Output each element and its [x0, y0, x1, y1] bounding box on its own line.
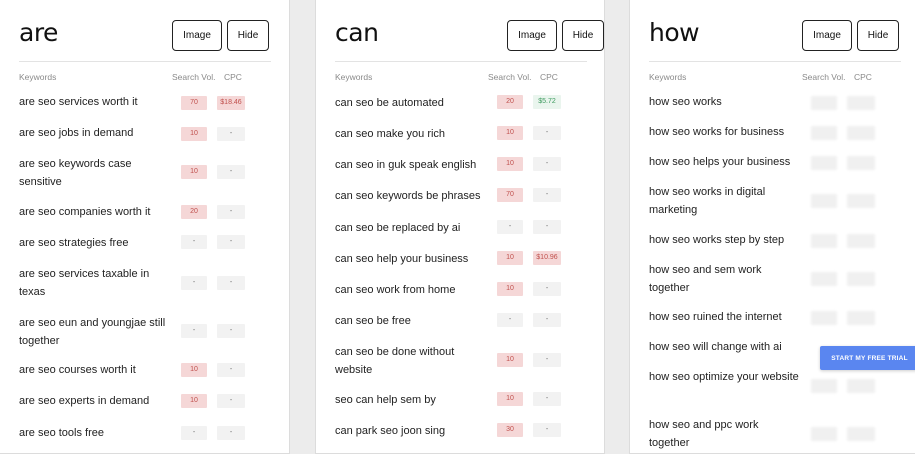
- search-volume-badge: 10: [181, 363, 207, 377]
- keyword-text[interactable]: can seo in guk speak english: [335, 159, 477, 171]
- column-header-keywords: Keywords: [335, 72, 373, 82]
- keyword-text[interactable]: can seo be free: [335, 315, 411, 327]
- search-volume-badge: -: [497, 313, 523, 327]
- cpc-badge: $5.72: [533, 95, 561, 109]
- cpc-badge-locked: [847, 156, 875, 170]
- keyword-text[interactable]: can seo help your business: [335, 253, 469, 265]
- search-volume-badge-locked: [811, 379, 837, 393]
- search-volume-badge: 10: [497, 282, 523, 296]
- keyword-text[interactable]: are seo keywords case sensitive: [19, 158, 132, 188]
- column-header-keywords: Keywords: [649, 72, 687, 82]
- card-title: can: [335, 18, 379, 47]
- keyword-text[interactable]: how seo will change with ai: [649, 341, 782, 353]
- keyword-text[interactable]: can park seo joon sing: [335, 425, 446, 437]
- keyword-text[interactable]: are seo services taxable in texas: [19, 268, 150, 298]
- search-volume-badge: -: [181, 235, 207, 249]
- cpc-badge: -: [533, 126, 561, 140]
- search-volume-badge: 10: [497, 392, 523, 406]
- hide-button[interactable]: Hide: [227, 20, 269, 51]
- keyword-text[interactable]: how seo works step by step: [649, 234, 785, 246]
- cpc-badge: -: [217, 235, 245, 249]
- search-volume-badge: -: [181, 426, 207, 440]
- keyword-text[interactable]: are seo services worth it: [19, 96, 138, 108]
- keyword-card-how: [629, 0, 915, 454]
- cpc-badge: -: [533, 188, 561, 202]
- search-volume-badge: 10: [497, 353, 523, 367]
- cpc-badge: -: [533, 282, 561, 296]
- cpc-badge: -: [217, 165, 245, 179]
- divider: [19, 61, 271, 62]
- cpc-badge: $10.96: [533, 251, 561, 265]
- keyword-text[interactable]: are seo eun and youngjae still together: [19, 317, 166, 347]
- column-header-search-volume: Search Vol.: [802, 72, 846, 82]
- hide-button[interactable]: Hide: [562, 20, 604, 51]
- cpc-badge: -: [533, 423, 561, 437]
- cpc-badge: -: [533, 313, 561, 327]
- keyword-text[interactable]: are seo tools free: [19, 427, 104, 439]
- keyword-text[interactable]: how seo and sem work together: [649, 264, 762, 294]
- cpc-badge: -: [533, 392, 561, 406]
- cpc-badge-locked: [847, 272, 875, 286]
- cpc-badge: -: [533, 157, 561, 171]
- keyword-text[interactable]: can seo be automated: [335, 97, 444, 109]
- cpc-badge-locked: [847, 126, 875, 140]
- search-volume-badge: 30: [497, 423, 523, 437]
- cpc-badge: -: [533, 353, 561, 367]
- keyword-text[interactable]: can seo make you rich: [335, 128, 446, 140]
- divider: [649, 61, 901, 62]
- column-header-cpc: CPC: [224, 72, 242, 82]
- keyword-text[interactable]: can seo be replaced by ai: [335, 222, 461, 234]
- cpc-badge-locked: [847, 96, 875, 110]
- cpc-badge: -: [217, 363, 245, 377]
- keyword-text[interactable]: can seo be done without website: [335, 346, 455, 376]
- column-header-keywords: Keywords: [19, 72, 57, 82]
- search-volume-badge: 10: [497, 126, 523, 140]
- cpc-badge: -: [217, 324, 245, 338]
- keyword-text[interactable]: are seo companies worth it: [19, 206, 151, 218]
- search-volume-badge: 70: [181, 96, 207, 110]
- image-button[interactable]: Image: [802, 20, 852, 51]
- keyword-text[interactable]: can seo keywords be phrases: [335, 190, 481, 202]
- search-volume-badge: 20: [181, 205, 207, 219]
- search-volume-badge-locked: [811, 96, 837, 110]
- keyword-text[interactable]: how seo works for business: [649, 126, 785, 138]
- column-header-cpc: CPC: [540, 72, 558, 82]
- image-button[interactable]: Image: [172, 20, 222, 51]
- cpc-badge: -: [217, 276, 245, 290]
- keyword-card-can: [315, 0, 605, 454]
- column-header-search-volume: Search Vol.: [488, 72, 532, 82]
- cpc-badge: -: [533, 220, 561, 234]
- keyword-text[interactable]: are seo jobs in demand: [19, 127, 134, 139]
- column-header-cpc: CPC: [854, 72, 872, 82]
- search-volume-badge-locked: [811, 194, 837, 208]
- search-volume-badge: 10: [497, 251, 523, 265]
- search-volume-badge-locked: [811, 234, 837, 248]
- cpc-badge: -: [217, 127, 245, 141]
- search-volume-badge-locked: [811, 427, 837, 441]
- cpc-badge-locked: [847, 427, 875, 441]
- card-title: how: [649, 18, 700, 47]
- search-volume-badge-locked: [811, 126, 837, 140]
- search-volume-badge: 20: [497, 95, 523, 109]
- keyword-text[interactable]: how seo optimize your website: [649, 371, 799, 383]
- hide-button[interactable]: Hide: [857, 20, 899, 51]
- cpc-badge-locked: [847, 379, 875, 393]
- card-title: are: [19, 18, 58, 47]
- keyword-card-are: [0, 0, 290, 454]
- search-volume-badge: 10: [181, 127, 207, 141]
- keyword-text[interactable]: how seo ruined the internet: [649, 311, 782, 323]
- image-button[interactable]: Image: [507, 20, 557, 51]
- search-volume-badge: -: [497, 220, 523, 234]
- cpc-badge: $18.46: [217, 96, 245, 110]
- search-volume-badge: 10: [497, 157, 523, 171]
- search-volume-badge: 10: [181, 165, 207, 179]
- cpc-badge: -: [217, 205, 245, 219]
- keyword-text[interactable]: are seo courses worth it: [19, 364, 136, 376]
- start-free-trial-button[interactable]: START MY FREE TRIAL: [820, 346, 915, 370]
- search-volume-badge: 70: [497, 188, 523, 202]
- search-volume-badge: -: [181, 276, 207, 290]
- cpc-badge-locked: [847, 234, 875, 248]
- cpc-badge: -: [217, 426, 245, 440]
- keyword-text[interactable]: can seo work from home: [335, 284, 456, 296]
- keyword-text[interactable]: are seo experts in demand: [19, 395, 150, 407]
- keyword-text[interactable]: how seo works in digital marketing: [649, 186, 766, 216]
- column-header-search-volume: Search Vol.: [172, 72, 216, 82]
- search-volume-badge-locked: [811, 156, 837, 170]
- cpc-badge-locked: [847, 311, 875, 325]
- keyword-text[interactable]: seo can help sem by: [335, 394, 436, 406]
- cpc-badge-locked: [847, 194, 875, 208]
- cpc-badge: -: [217, 394, 245, 408]
- search-volume-badge: 10: [181, 394, 207, 408]
- search-volume-badge-locked: [811, 272, 837, 286]
- keyword-text[interactable]: how seo helps your business: [649, 156, 791, 168]
- keyword-text[interactable]: are seo strategies free: [19, 237, 129, 249]
- search-volume-badge: -: [181, 324, 207, 338]
- search-volume-badge-locked: [811, 311, 837, 325]
- keyword-text[interactable]: how seo and ppc work together: [649, 419, 759, 449]
- keyword-text[interactable]: how seo works: [649, 96, 722, 108]
- divider: [335, 61, 587, 62]
